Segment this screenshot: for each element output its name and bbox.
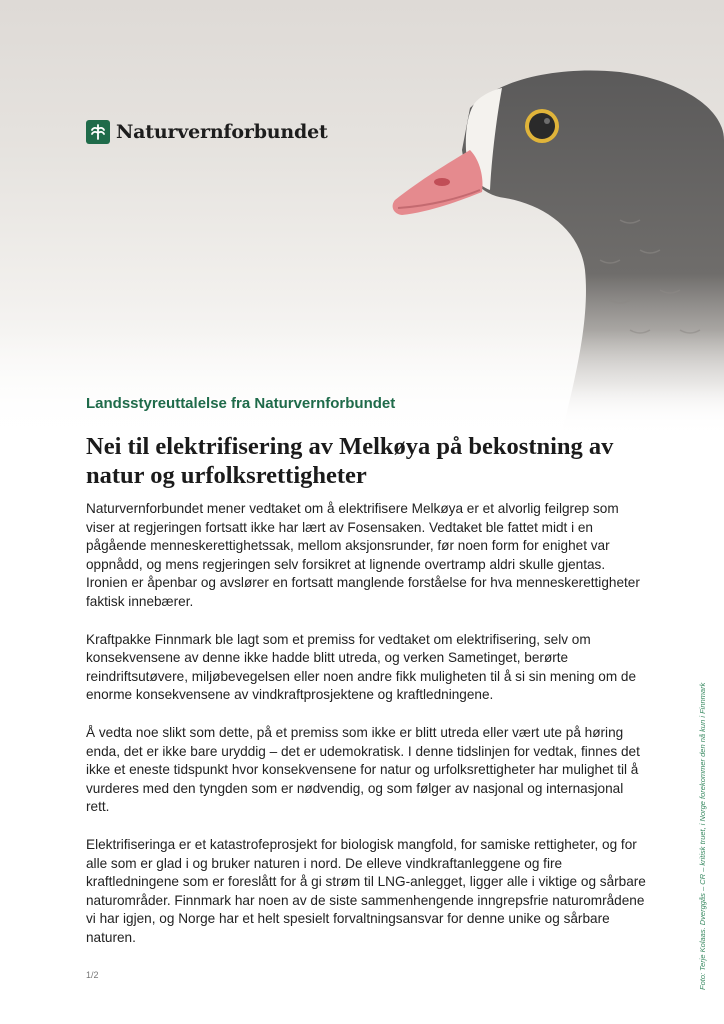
page-number: 1/2 [86, 970, 99, 980]
goose-illustration [0, 0, 724, 440]
brand-logo [86, 120, 328, 144]
paragraph: Å vedta noe slikt som dette, på et premiss som ikke er blitt utreda eller vært ute på høring enda, det er ikke bare uryddig – det er udemokratisk. I denne tidslinjen for vedtak, finnes det ikke et eneste tidspunkt hvor konsekvensene for natur og urfolksrettigheter har mulighet til å vurderes med den tyngden som er nødvendig, og som følger av nasjonal og internasjonal rett. [86, 724, 640, 815]
paragraph: Elektrifiseringa er et katastrofeprosjekt for biologisk mangfold, for samiske rettigheter, og for alle som er glad i og bruker naturen i nord. De elleve vindkraftanleggene og fire kraftledningene som er foreslått for å gi strøm til LNG-anlegget, ligger alle i viktige og sårbare naturområder. Finnmark har noen av de siste sammenhengende inngrepsfrie naturområdene vi har igjen, og Norge har et helt spesielt forvaltningsansvar for denne unike og sårbare naturen. [86, 836, 646, 945]
document-body [86, 500, 646, 966]
hero-photo [0, 0, 724, 440]
document-kicker: Landsstyreuttalelse fra Naturvernforbundet [86, 395, 396, 412]
leaf-logo-icon [86, 120, 110, 144]
paragraph: Naturvernforbundet mener vedtaket om å elektrifisere Melkøya er et alvorlig feilgrep som viser at regjeringen fortsatt ikke har lært av Fosensaken. Vedtaket ble fattet midt i en pågående menneskerettighetssak, mellom aksjonsrunder, før noen form for enighet var oppnådd, og mens regjeringen selv forsikret at lignende overtramp aldri skulle gjentas. Ironien er åpenbar og avslører en fortsatt manglende forståelse for hva menneskerettigheter faktisk innebærer. [86, 501, 640, 609]
brand-name: Naturvernforbundet [116, 121, 328, 143]
photo-credit: Foto: Terje Kolaas. Dverggås – CR – kritisk truet, i Norge forekommer den nå kun i Finnmark [698, 682, 707, 990]
paragraph: Kraftpakke Finnmark ble lagt som et premiss for vedtaket om elektrifisering, selv om konsekvensene av denne ikke hadde blitt utreda, og verken Sametinget, berørte reindriftsutøvere, miljøbevegelsen eller noen andre fikk muligheten til å si sin mening om de enorme konsekvensene av vindkraftprosjektene og kraftledningene. [86, 631, 637, 703]
document-title: Nei til elektrifisering av Melkøya på bekostning av natur og urfolksrettigheter [86, 433, 614, 489]
